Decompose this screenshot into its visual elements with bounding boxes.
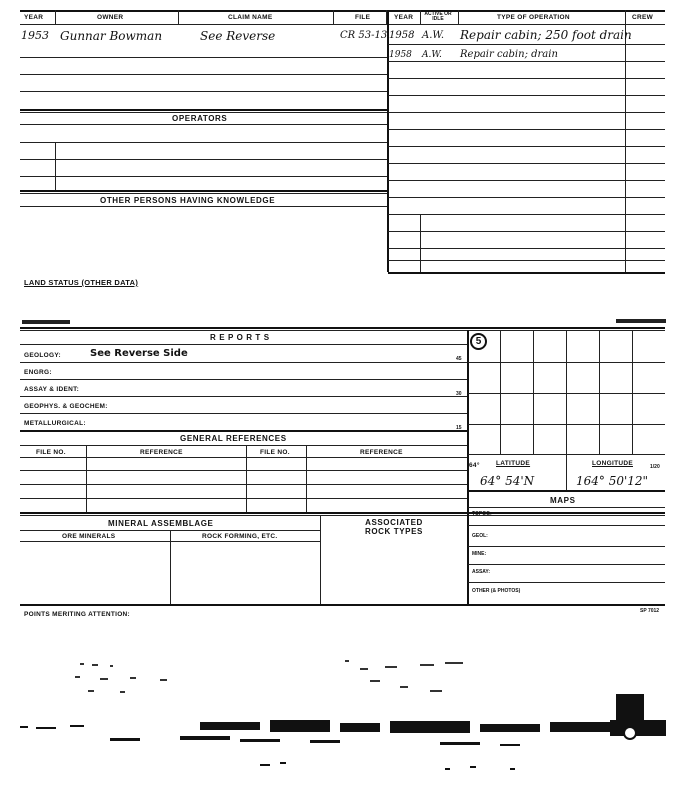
op1-type: Repair cabin; 250 foot drain xyxy=(460,28,632,42)
maps-topog: TOPOG: xyxy=(472,511,492,517)
report-geology-mark: 45 xyxy=(456,356,462,362)
row1-claim-name: See Reverse xyxy=(200,29,276,43)
ore-minerals-header: ORE MINERALS xyxy=(62,533,116,540)
other-persons-title: OTHER PERSONS HAVING KNOWLEDGE xyxy=(100,196,276,205)
ref-header-reference-2: REFERENCE xyxy=(360,449,403,456)
points-meriting-label: POINTS MERITING ATTENTION: xyxy=(24,611,131,618)
maps-other-photos: OTHER (& PHOTOS) xyxy=(472,588,521,594)
row1-owner: Gunnar Bowman xyxy=(60,29,163,43)
land-status-label: LAND STATUS (OTHER DATA) xyxy=(24,278,139,287)
general-references-title: GENERAL REFERENCES xyxy=(180,434,287,443)
maps-geol: GEOL: xyxy=(472,533,488,539)
latitude-value: 64° 54'N xyxy=(480,474,535,488)
header-type-of-operation: TYPE OF OPERATION xyxy=(497,14,570,21)
report-metallurgical-label: METALLURGICAL: xyxy=(24,420,86,427)
operators-title: OPERATORS xyxy=(172,114,228,123)
ref-header-file-no-1: FILE NO. xyxy=(36,449,66,456)
report-geophys-label: GEOPHYS. & GEOCHEM: xyxy=(24,403,108,410)
report-metallurgical-mark: 15 xyxy=(456,425,462,431)
lat-prefix: 64° xyxy=(469,462,480,469)
mineral-assemblage-title: MINERAL ASSEMBLAGE xyxy=(108,519,214,528)
op2-status: A.W. xyxy=(422,50,442,60)
header-crew: CREW xyxy=(632,14,654,21)
ref-header-reference-1: REFERENCE xyxy=(140,449,183,456)
report-assay-mark: 30 xyxy=(456,391,462,397)
maps-mine: MINE: xyxy=(472,551,487,557)
report-assay-label: ASSAY & IDENT: xyxy=(24,386,80,393)
report-geology-label: GEOLOGY: xyxy=(24,352,61,359)
row1-year: 1953 xyxy=(21,29,49,42)
longitude-value: 164° 50'12" xyxy=(576,474,649,488)
row1-file: CR 53-13 xyxy=(340,30,388,41)
header-active-idle: ACTIVE OR IDLE xyxy=(424,11,452,22)
associated-rock-types-header: ASSOCIATED ROCK TYPES xyxy=(364,518,423,536)
longitude-label: LONGITUDE xyxy=(592,460,633,467)
op2-type: Repair cabin; drain xyxy=(460,49,558,60)
header-claim-name: CLAIM NAME xyxy=(228,14,273,21)
op1-status: A.W. xyxy=(422,30,445,41)
header-year-2: YEAR xyxy=(394,14,414,21)
op2-year: 1958 xyxy=(389,50,412,60)
op1-year: 1958 xyxy=(389,30,415,41)
rock-forming-header: ROCK FORMING, ETC. xyxy=(202,533,278,540)
maps-title: MAPS xyxy=(550,496,576,505)
header-file: FILE xyxy=(355,14,371,21)
maps-assay: ASSAY: xyxy=(472,569,491,575)
header-owner: OWNER xyxy=(97,14,124,21)
latitude-label: LATITUDE xyxy=(496,460,531,467)
report-engrg-label: ENGRG: xyxy=(24,369,52,376)
grid-section-number-text: 5 xyxy=(475,336,482,347)
lon-prefix: 1/20 xyxy=(650,464,660,470)
ref-header-file-no-2: FILE NO. xyxy=(260,449,290,456)
report-geology-value: See Reverse Side xyxy=(90,348,188,359)
reports-title: R E P O R T S xyxy=(210,333,270,342)
header-year: YEAR xyxy=(24,14,44,21)
form-number: SP 7012 xyxy=(640,608,660,614)
